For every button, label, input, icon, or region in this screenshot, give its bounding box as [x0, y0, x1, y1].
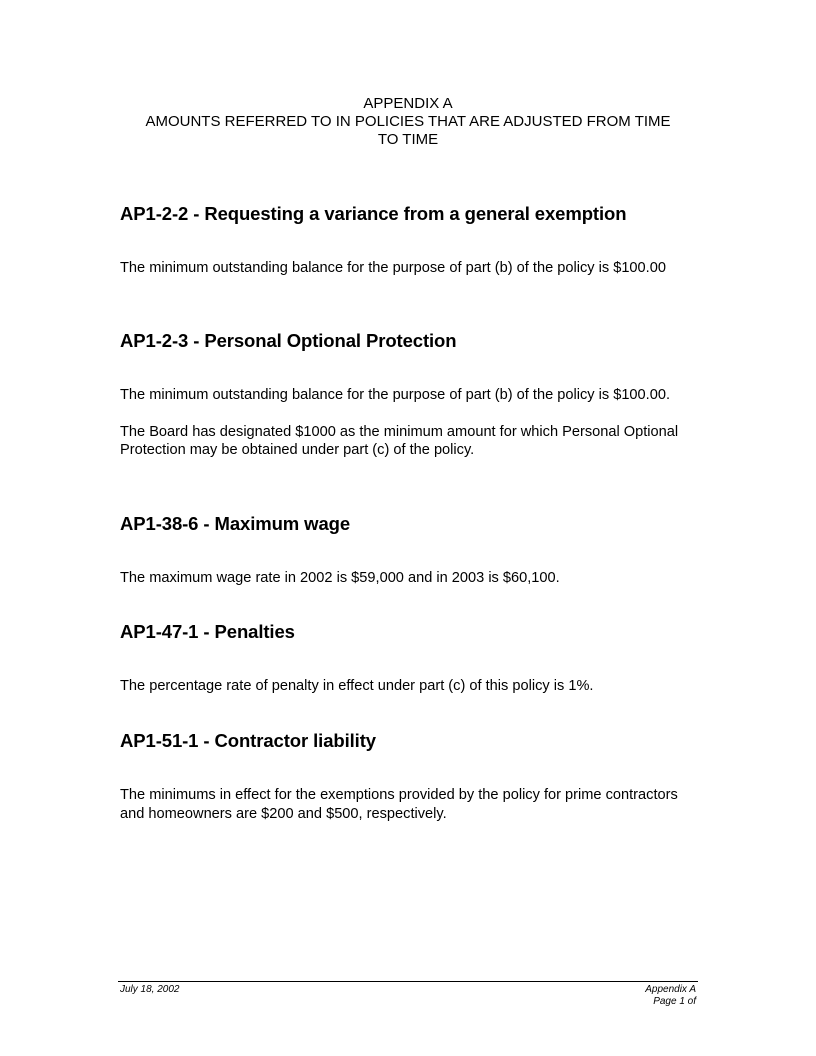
- section-ap1-47-1: [120, 620, 690, 696]
- section-heading: AP1-38-6 - Maximum wage: [120, 513, 351, 534]
- section-paragraph: The Board has designated $1000 as the minimum amount for which Personal Optional Protection may be obtained under part (c) of the policy.: [120, 423, 679, 458]
- section-ap1-2-3: [120, 329, 690, 460]
- title-line-1: APPENDIX A: [363, 95, 453, 112]
- footer-page-info: [645, 984, 696, 1008]
- page-title: [100, 95, 716, 149]
- footer-appendix-label: Appendix A: [645, 984, 696, 995]
- footer-date: July 18, 2002: [120, 984, 180, 995]
- section-paragraph: The maximum wage rate in 2002 is $59,000 and in 2003 is $60,100.: [120, 570, 560, 586]
- section-heading: AP1-2-2 - Requesting a variance from a general exemption: [120, 203, 627, 224]
- section-ap1-51-1: [120, 729, 690, 823]
- title-line-2: AMOUNTS REFERRED TO IN POLICIES THAT ARE ADJUSTED FROM TIME: [145, 113, 671, 130]
- footer-divider: [118, 981, 698, 982]
- section-paragraph: The minimums in effect for the exemptions provided by the policy for prime contractors and homeowners are $200 and $500, respectively.: [120, 787, 678, 822]
- section-heading: AP1-47-1 - Penalties: [120, 621, 295, 642]
- section-heading: AP1-51-1 - Contractor liability: [120, 730, 376, 751]
- section-heading: AP1-2-3 - Personal Optional Protection: [120, 330, 457, 351]
- footer-page-number: Page 1 of: [653, 996, 696, 1007]
- title-line-3: TO TIME: [377, 131, 439, 148]
- section-ap1-38-6: [120, 512, 690, 588]
- section-paragraph: The minimum outstanding balance for the purpose of part (b) of the policy is $100.00.: [120, 387, 671, 403]
- section-paragraph: The minimum outstanding balance for the purpose of part (b) of the policy is $100.00: [120, 260, 666, 276]
- section-ap1-2-2: [120, 202, 690, 278]
- section-paragraph: The percentage rate of penalty in effect under part (c) of this policy is 1%.: [120, 678, 594, 694]
